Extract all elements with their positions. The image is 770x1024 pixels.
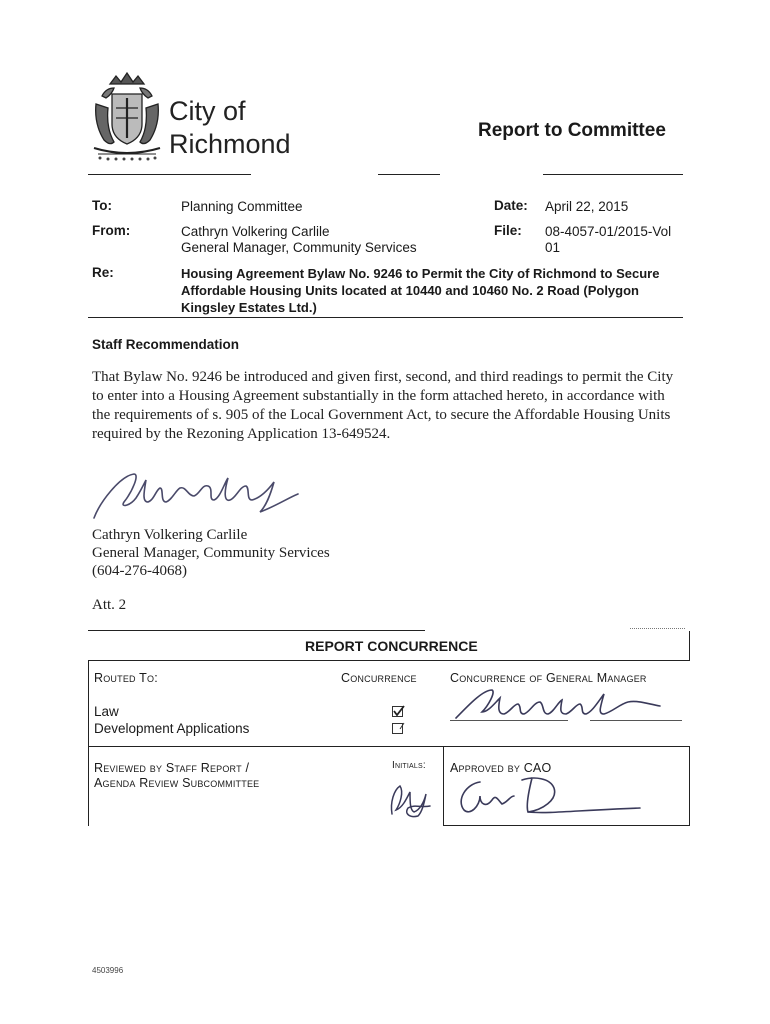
recommendation-line1: That Bylaw No. 9246 be introduced and given first, second, and third readings to permit the City <box>92 369 674 385</box>
date-value: April 22, 2015 <box>545 199 629 214</box>
routed-item-law: Law <box>94 704 119 719</box>
header-rule-right <box>543 174 683 175</box>
from-label: From: <box>92 223 131 238</box>
recommendation-line3: the requirements of s. 905 of the Local Government Act, to secure the Affordable Housing Units <box>92 407 671 423</box>
file-value-line2: 01 <box>545 240 561 255</box>
re-subject-line2: Affordable Housing Units located at 10440 and 10460 No. 2 Road (Polygon <box>181 283 639 298</box>
concurrence-column-header: Concurrence <box>341 671 417 685</box>
concurrence-right-border <box>689 631 690 661</box>
gm-concurrence-signature <box>452 684 682 724</box>
date-label: Date: <box>494 198 528 213</box>
header-rule-left <box>88 174 251 175</box>
attachments-count: Att. 2 <box>92 597 127 613</box>
concurrence-title: REPORT CONCURRENCE <box>305 638 478 654</box>
concurrence-left-border <box>88 660 89 826</box>
law-concurrence-checkbox[interactable] <box>392 705 404 717</box>
signatory-title: General Manager, Community Services <box>92 545 330 561</box>
file-label: File: <box>494 223 522 238</box>
signatory-phone: (604-276-4068) <box>92 563 187 579</box>
from-name: Cathryn Volkering Carlile <box>181 224 330 239</box>
routed-to-header: Routed To: <box>94 671 158 685</box>
concurrence-mid-rule <box>88 746 690 747</box>
concurrence-right-border-lower <box>689 746 690 826</box>
initials-label: Initials: <box>392 760 426 771</box>
reviewer-initials <box>384 778 436 820</box>
routed-item-development-applications: Development Applications <box>94 721 250 736</box>
to-value: Planning Committee <box>181 199 303 214</box>
to-label: To: <box>92 198 112 213</box>
city-name-line2: Richmond <box>169 129 291 159</box>
document-number: 4503996 <box>92 966 124 975</box>
re-subject-line3: Kingsley Estates Ltd.) <box>181 300 317 315</box>
city-name-line1: City of <box>169 96 246 126</box>
gm-signature-line-right <box>590 720 682 721</box>
concurrence-top-dots <box>630 628 685 631</box>
signatory-name: Cathryn Volkering Carlile <box>92 527 248 543</box>
development-applications-concurrence-checkbox[interactable] <box>392 722 404 734</box>
approved-by-cao-label: Approved by CAO <box>450 761 552 775</box>
gm-signature <box>90 462 305 522</box>
re-subject-line1: Housing Agreement Bylaw No. 9246 to Permit the City of Richmond to Secure <box>181 266 660 281</box>
concurrence-top-rule <box>88 630 425 631</box>
from-title: General Manager, Community Services <box>181 240 417 255</box>
report-type-title: Report to Committee <box>478 120 666 141</box>
recommendation-heading: Staff Recommendation <box>92 337 240 352</box>
meta-bottom-rule <box>88 317 683 318</box>
city-crest-logo <box>88 70 166 166</box>
concurrence-bottom-rule <box>443 825 690 826</box>
header-rule-middle <box>378 174 440 175</box>
gm-concurrence-column-header: Concurrence of General Manager <box>450 671 647 685</box>
reviewed-by-label-line1: Reviewed by Staff Report / <box>94 761 250 775</box>
concurrence-column-divider <box>443 746 444 826</box>
recommendation-line2: to enter into a Housing Agreement substantially in the form attached hereto, in accordance with <box>92 388 665 404</box>
recommendation-line4: required by the Rezoning Application 13-649524. <box>92 426 391 442</box>
file-value-line1: 08-4057-01/2015-Vol <box>545 224 672 239</box>
cao-signature <box>450 770 650 820</box>
re-label: Re: <box>92 265 114 280</box>
reviewed-by-label-line2: Agenda Review Subcommittee <box>94 776 260 790</box>
gm-signature-line-left <box>450 720 568 721</box>
concurrence-title-rule <box>88 660 690 661</box>
